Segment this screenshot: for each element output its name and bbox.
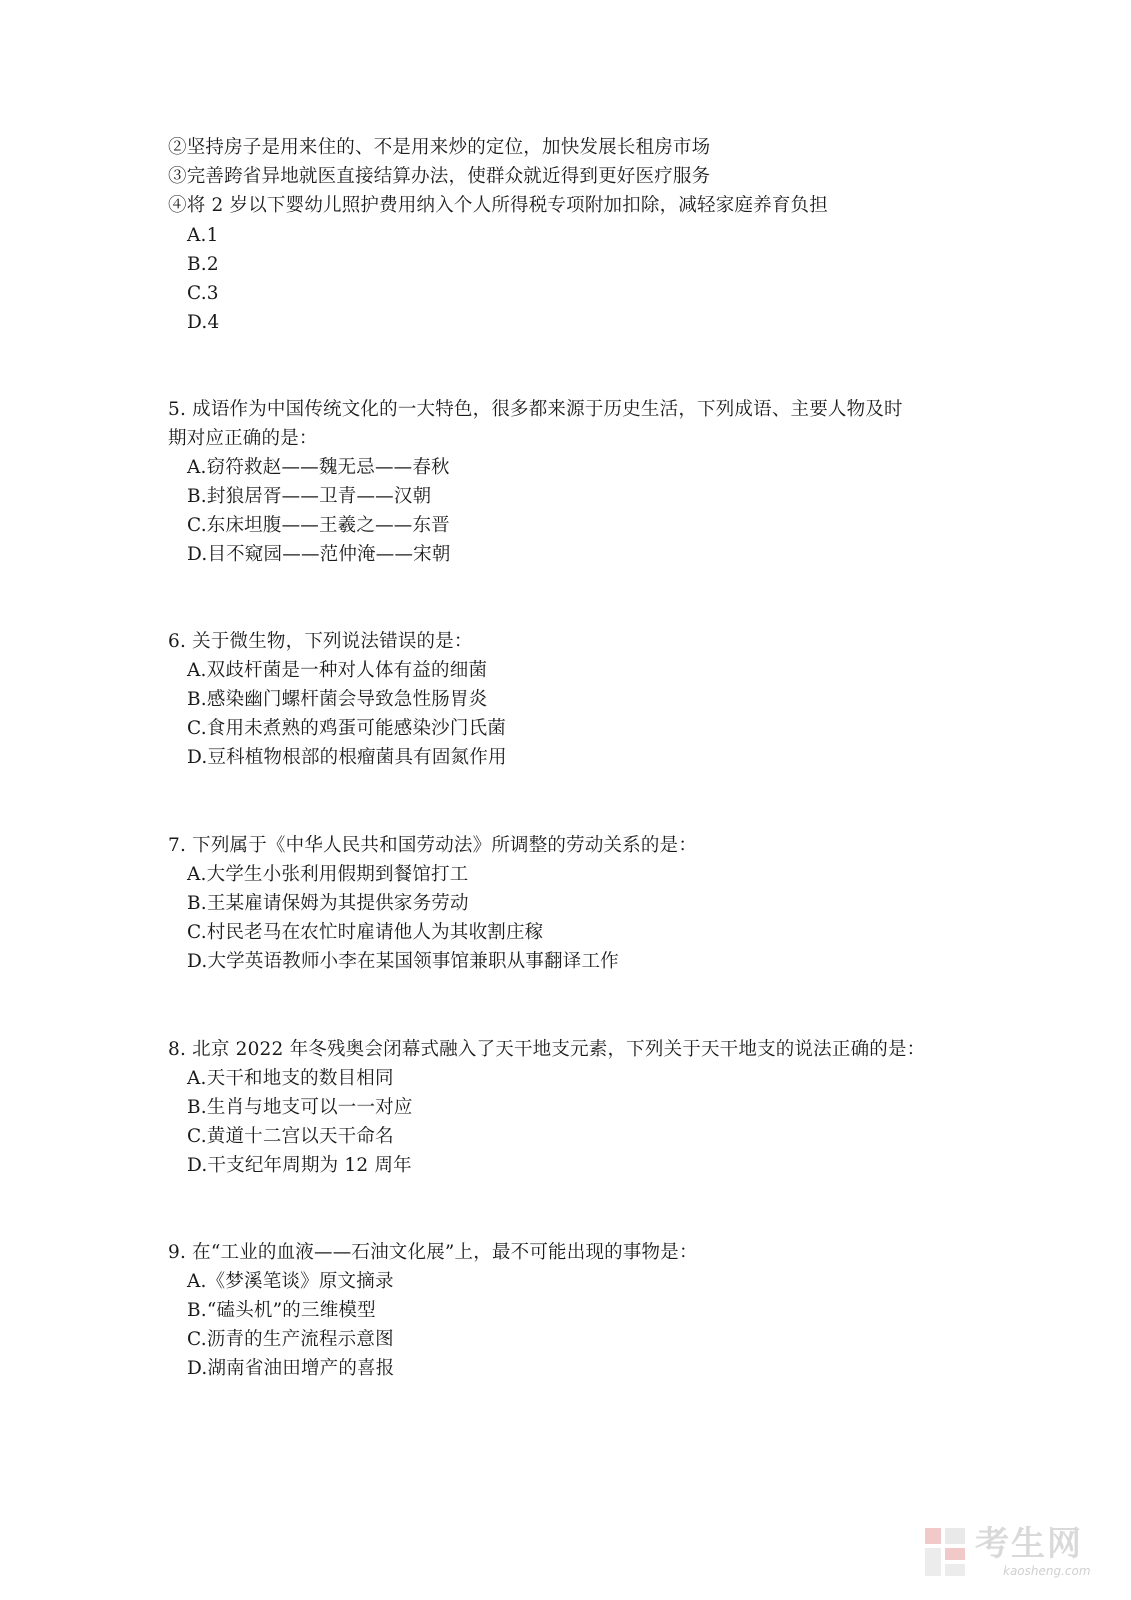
question-7-stem: 7. 下列属于《中华人民共和国劳动法》所调整的劳动关系的是：: [168, 835, 698, 856]
question-8-option-c: C.黄道十二宫以天干命名: [187, 1126, 394, 1147]
statement-2: ②坚持房子是用来住的、不是用来炒的定位，加快发展长租房市场: [168, 137, 711, 158]
question-9-stem: 9. 在“工业的血液——石油文化展”上，最不可能出现的事物是：: [168, 1242, 698, 1263]
question-6-option-c: C.食用未煮熟的鸡蛋可能感染沙门氏菌: [187, 718, 506, 739]
question-7-option-a: A.大学生小张利用假期到餐馆打工: [187, 864, 469, 885]
watermark-title: 考生网: [975, 1524, 1083, 1564]
question-5-option-b: B.封狼居胥——卫青——汉朝: [187, 486, 432, 507]
option-a: A.1: [187, 225, 219, 246]
question-6-option-b: B.感染幽门螺杆菌会导致急性肠胃炎: [187, 689, 488, 710]
question-5-option-d: D.目不窥园——范仲淹——宋朝: [187, 544, 451, 565]
question-7-option-b: B.王某雇请保姆为其提供家务劳动: [187, 893, 469, 914]
question-8-option-d: D.干支纪年周期为 12 周年: [187, 1155, 412, 1176]
option-d: D.4: [187, 312, 220, 333]
question-6-option-d: D.豆科植物根部的根瘤菌具有固氮作用: [187, 747, 507, 768]
watermark-url: kaosheng.com: [1003, 1564, 1091, 1578]
question-9-option-d: D.湖南省油田增产的喜报: [187, 1358, 395, 1379]
kaosheng-watermark: [923, 1524, 1093, 1580]
question-5-option-a: A.窃符救赵——魏无忌——春秋: [187, 457, 450, 478]
question-8-option-a: A.天干和地支的数目相同: [187, 1068, 394, 1089]
question-8-option-b: B.生肖与地支可以一一对应: [187, 1097, 413, 1118]
question-7-option-d: D.大学英语教师小李在某国领事馆兼职从事翻译工作: [187, 951, 619, 972]
question-5-stem-cont: 期对应正确的是：: [168, 428, 318, 449]
kaosheng-logo-icon: [923, 1526, 967, 1578]
question-7-option-c: C.村民老马在农忙时雇请他人为其收割庄稼: [187, 922, 544, 943]
question-9-option-a: A.《梦溪笔谈》原文摘录: [187, 1271, 394, 1292]
question-8-stem: 8. 北京 2022 年冬残奥会闭幕式融入了天干地支元素，下列关于天干地支的说法正确的是：: [168, 1039, 926, 1060]
question-9-option-b: B.“磕头机”的三维模型: [187, 1300, 376, 1321]
option-b: B.2: [187, 254, 219, 275]
statement-3: ③完善跨省异地就医直接结算办法，使群众就近得到更好医疗服务: [168, 166, 711, 187]
question-5-stem: 5. 成语作为中国传统文化的一大特色，很多都来源于历史生活，下列成语、主要人物及时: [168, 399, 903, 420]
question-6-option-a: A.双歧杆菌是一种对人体有益的细菌: [187, 660, 488, 681]
question-9-option-c: C.沥青的生产流程示意图: [187, 1329, 394, 1350]
question-5-option-c: C.东床坦腹——王羲之——东晋: [187, 515, 450, 536]
option-c: C.3: [187, 283, 219, 304]
question-6-stem: 6. 关于微生物，下列说法错误的是：: [168, 631, 473, 652]
statement-4: ④将 2 岁以下婴幼儿照护费用纳入个人所得税专项附加扣除，减轻家庭养育负担: [168, 195, 828, 216]
